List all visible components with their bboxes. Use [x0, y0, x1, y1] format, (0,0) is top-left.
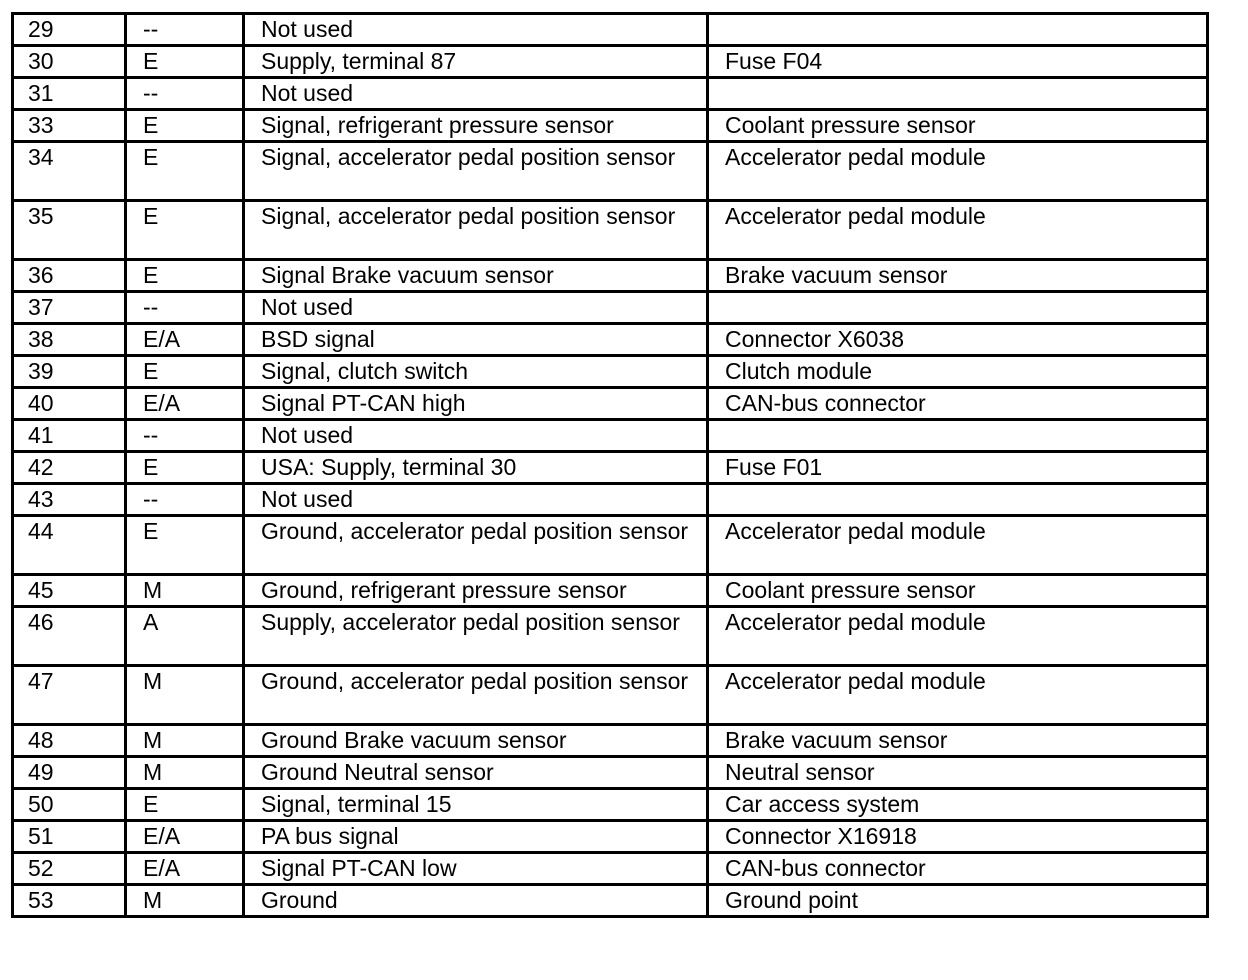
- pin-type: M: [126, 725, 244, 757]
- pin-description: Not used: [244, 292, 708, 324]
- pin-type: M: [126, 885, 244, 917]
- pin-number: 42: [13, 452, 126, 484]
- pin-description: Signal PT-CAN high: [244, 388, 708, 420]
- pin-connection: Clutch module: [708, 356, 1208, 388]
- pin-number: 52: [13, 853, 126, 885]
- table-row: [13, 821, 1208, 853]
- pin-type: E/A: [126, 821, 244, 853]
- pin-number: 34: [13, 142, 126, 201]
- table-row: [13, 607, 1208, 666]
- pin-type: --: [126, 78, 244, 110]
- table-row: [13, 110, 1208, 142]
- pin-connection: Car access system: [708, 789, 1208, 821]
- pin-description: Ground, accelerator pedal position sensor: [244, 516, 708, 575]
- pin-connection: [708, 14, 1208, 46]
- pin-description: Not used: [244, 78, 708, 110]
- pin-type: E: [126, 201, 244, 260]
- pin-connection: Ground point: [708, 885, 1208, 917]
- pin-description: Supply, terminal 87: [244, 46, 708, 78]
- pin-type: M: [126, 666, 244, 725]
- pin-type: E: [126, 789, 244, 821]
- table-row: [13, 324, 1208, 356]
- pin-number: 41: [13, 420, 126, 452]
- table-row: [13, 853, 1208, 885]
- table-row: [13, 516, 1208, 575]
- pin-type: --: [126, 420, 244, 452]
- table-row: [13, 484, 1208, 516]
- pin-connection: [708, 292, 1208, 324]
- pin-table-body: [13, 14, 1208, 917]
- pin-connection: Connector X16918: [708, 821, 1208, 853]
- pin-connection: Coolant pressure sensor: [708, 110, 1208, 142]
- pin-description: Not used: [244, 420, 708, 452]
- pin-connection: [708, 420, 1208, 452]
- pin-number: 35: [13, 201, 126, 260]
- pin-connection: Coolant pressure sensor: [708, 575, 1208, 607]
- table-row: [13, 575, 1208, 607]
- pin-connection: Fuse F01: [708, 452, 1208, 484]
- pin-description: Signal Brake vacuum sensor: [244, 260, 708, 292]
- pin-connection: Neutral sensor: [708, 757, 1208, 789]
- pin-description: BSD signal: [244, 324, 708, 356]
- pin-connection: Accelerator pedal module: [708, 607, 1208, 666]
- pin-type: A: [126, 607, 244, 666]
- pin-number: 37: [13, 292, 126, 324]
- table-row: [13, 789, 1208, 821]
- pin-connection: [708, 484, 1208, 516]
- pin-number: 50: [13, 789, 126, 821]
- pin-description: Supply, accelerator pedal position sensor: [244, 607, 708, 666]
- pin-connection: Brake vacuum sensor: [708, 725, 1208, 757]
- table-row: [13, 78, 1208, 110]
- pin-type: --: [126, 484, 244, 516]
- pin-number: 31: [13, 78, 126, 110]
- pin-number: 43: [13, 484, 126, 516]
- pin-type: E: [126, 46, 244, 78]
- pin-type: E: [126, 110, 244, 142]
- pin-description: USA: Supply, terminal 30: [244, 452, 708, 484]
- pin-description: Ground, accelerator pedal position sensor: [244, 666, 708, 725]
- pin-number: 36: [13, 260, 126, 292]
- pin-description: Signal, terminal 15: [244, 789, 708, 821]
- pin-description: Ground Neutral sensor: [244, 757, 708, 789]
- table-row: [13, 356, 1208, 388]
- table-row: [13, 292, 1208, 324]
- pin-connection: CAN-bus connector: [708, 388, 1208, 420]
- table-row: [13, 452, 1208, 484]
- pin-description: Ground Brake vacuum sensor: [244, 725, 708, 757]
- table-row: [13, 201, 1208, 260]
- pin-type: --: [126, 292, 244, 324]
- pin-assignment-table: [11, 12, 1209, 918]
- pin-number: 30: [13, 46, 126, 78]
- pin-number: 46: [13, 607, 126, 666]
- table-row: [13, 725, 1208, 757]
- pin-number: 47: [13, 666, 126, 725]
- pin-type: M: [126, 757, 244, 789]
- pin-connection: Accelerator pedal module: [708, 666, 1208, 725]
- pin-number: 40: [13, 388, 126, 420]
- pin-connection: Accelerator pedal module: [708, 516, 1208, 575]
- table-row: [13, 666, 1208, 725]
- pin-description: Signal, refrigerant pressure sensor: [244, 110, 708, 142]
- pin-number: 38: [13, 324, 126, 356]
- pin-number: 51: [13, 821, 126, 853]
- pin-description: Signal PT-CAN low: [244, 853, 708, 885]
- table-row: [13, 14, 1208, 46]
- table-row: [13, 388, 1208, 420]
- pin-type: E/A: [126, 388, 244, 420]
- pin-description: Signal, clutch switch: [244, 356, 708, 388]
- pin-type: E: [126, 142, 244, 201]
- table-row: [13, 142, 1208, 201]
- pin-number: 49: [13, 757, 126, 789]
- pin-description: Not used: [244, 14, 708, 46]
- pin-number: 44: [13, 516, 126, 575]
- pin-number: 39: [13, 356, 126, 388]
- table-row: [13, 885, 1208, 917]
- pin-connection: Brake vacuum sensor: [708, 260, 1208, 292]
- table-row: [13, 420, 1208, 452]
- pin-type: M: [126, 575, 244, 607]
- pin-number: 53: [13, 885, 126, 917]
- pin-type: E: [126, 452, 244, 484]
- pin-type: E: [126, 516, 244, 575]
- pin-number: 33: [13, 110, 126, 142]
- pin-type: E: [126, 356, 244, 388]
- pin-connection: Fuse F04: [708, 46, 1208, 78]
- pin-description: Signal, accelerator pedal position sensor: [244, 142, 708, 201]
- pin-description: Ground: [244, 885, 708, 917]
- pin-description: PA bus signal: [244, 821, 708, 853]
- table-row: [13, 757, 1208, 789]
- pin-connection: Accelerator pedal module: [708, 201, 1208, 260]
- pin-description: Not used: [244, 484, 708, 516]
- pin-type: E: [126, 260, 244, 292]
- pin-description: Ground, refrigerant pressure sensor: [244, 575, 708, 607]
- pin-connection: Accelerator pedal module: [708, 142, 1208, 201]
- pin-connection: Connector X6038: [708, 324, 1208, 356]
- table-row: [13, 46, 1208, 78]
- pin-connection: CAN-bus connector: [708, 853, 1208, 885]
- pin-number: 29: [13, 14, 126, 46]
- pin-description: Signal, accelerator pedal position sensor: [244, 201, 708, 260]
- pin-connection: [708, 78, 1208, 110]
- pin-type: E/A: [126, 324, 244, 356]
- table-row: [13, 260, 1208, 292]
- pin-type: --: [126, 14, 244, 46]
- pin-number: 45: [13, 575, 126, 607]
- pin-type: E/A: [126, 853, 244, 885]
- pin-number: 48: [13, 725, 126, 757]
